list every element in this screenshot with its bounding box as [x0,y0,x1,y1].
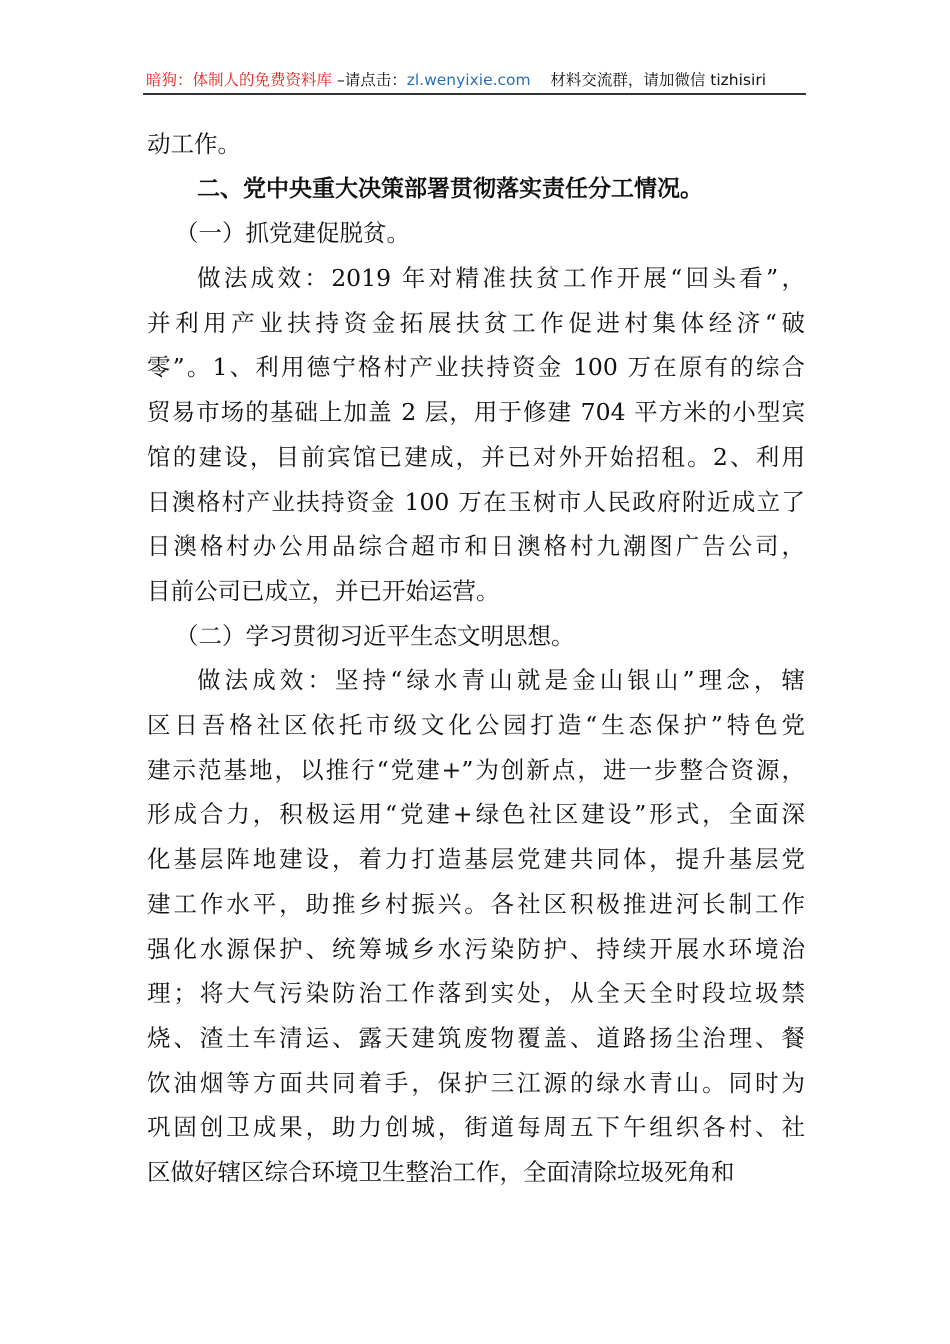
section-heading: 二、党中央重大决策部署贯彻落实责任分工情况。 [197,176,703,202]
header-click-prompt: –请点击： [332,71,407,89]
paragraph-line: 日澳格村产业扶持资金 100 万在玉树市人民政府附近成立了 [147,487,805,516]
paragraph-line: 理；将大气污染防治工作落到实处，从全天全时段垃圾禁 [147,979,805,1008]
paragraph-line: 零”。1、利用德宁格村产业扶持资金 100 万在原有的综合 [147,353,805,382]
header-link[interactable]: zl.wenyixie.com [406,71,531,89]
paragraph-line: 烧、渣土车清运、露天建筑废物覆盖、道路扬尘治理、餐 [147,1023,805,1052]
header-site-name: 暗狗：体制人的免费资料库 [146,71,333,89]
paragraph-line: 区日吾格社区依托市级文化公园打造“生态保护”特色党 [147,711,805,739]
header-divider [143,93,806,95]
text-line: 动工作。 [147,130,241,158]
paragraph-line: 巩固创卫成果，助力创城，街道每周五下午组织各村、社 [147,1113,805,1142]
paragraph-line: 馆的建设，目前宾馆已建成，并已对外开始招租。2、利用 [147,442,805,471]
header-wechat-note: 材料交流群，请加微信 tizhisiri [550,71,766,89]
subsection-heading-1: （一）抓党建促脱贫。 [175,219,410,247]
paragraph-line: 建示范基地，以推行“党建+”为创新点，进一步整合资源， [147,755,805,784]
paragraph-line: 目前公司已成立，并已开始运营。 [147,576,500,605]
page-header [146,68,804,92]
paragraph-line: 贸易市场的基础上加盖 2 层，用于修建 704 平方米的小型宾 [147,398,805,427]
paragraph-line: 建工作水平，助推乡村振兴。各社区积极推进河长制工作 [147,889,805,918]
paragraph-line: 区做好辖区综合环境卫生整治工作，全面清除垃圾死角和 [147,1158,735,1186]
paragraph-line: 化基层阵地建设，着力打造基层党建共同体，提升基层党 [147,845,805,874]
paragraph-line: 形成合力，积极运用“党建+绿色社区建设”形式，全面深 [147,800,805,829]
paragraph-line: 做法成效：2019 年对精准扶贫工作开展“回头看”， [197,264,805,292]
paragraph-line: 并利用产业扶持资金拓展扶贫工作促进村集体经济“破 [147,308,805,337]
paragraph-line: 饮油烟等方面共同着手，保护三江源的绿水青山。同时为 [147,1068,805,1097]
paragraph-line: 日澳格村办公用品综合超市和日澳格村九潮图广告公司， [147,532,805,561]
paragraph-line: 强化水源保护、统筹城乡水污染防护、持续开展水环境治 [147,934,805,963]
paragraph-line: 做法成效：坚持“绿水青山就是金山银山”理念，辖 [197,666,805,695]
subsection-heading-2: （二）学习贯彻习近平生态文明思想。 [175,621,575,650]
